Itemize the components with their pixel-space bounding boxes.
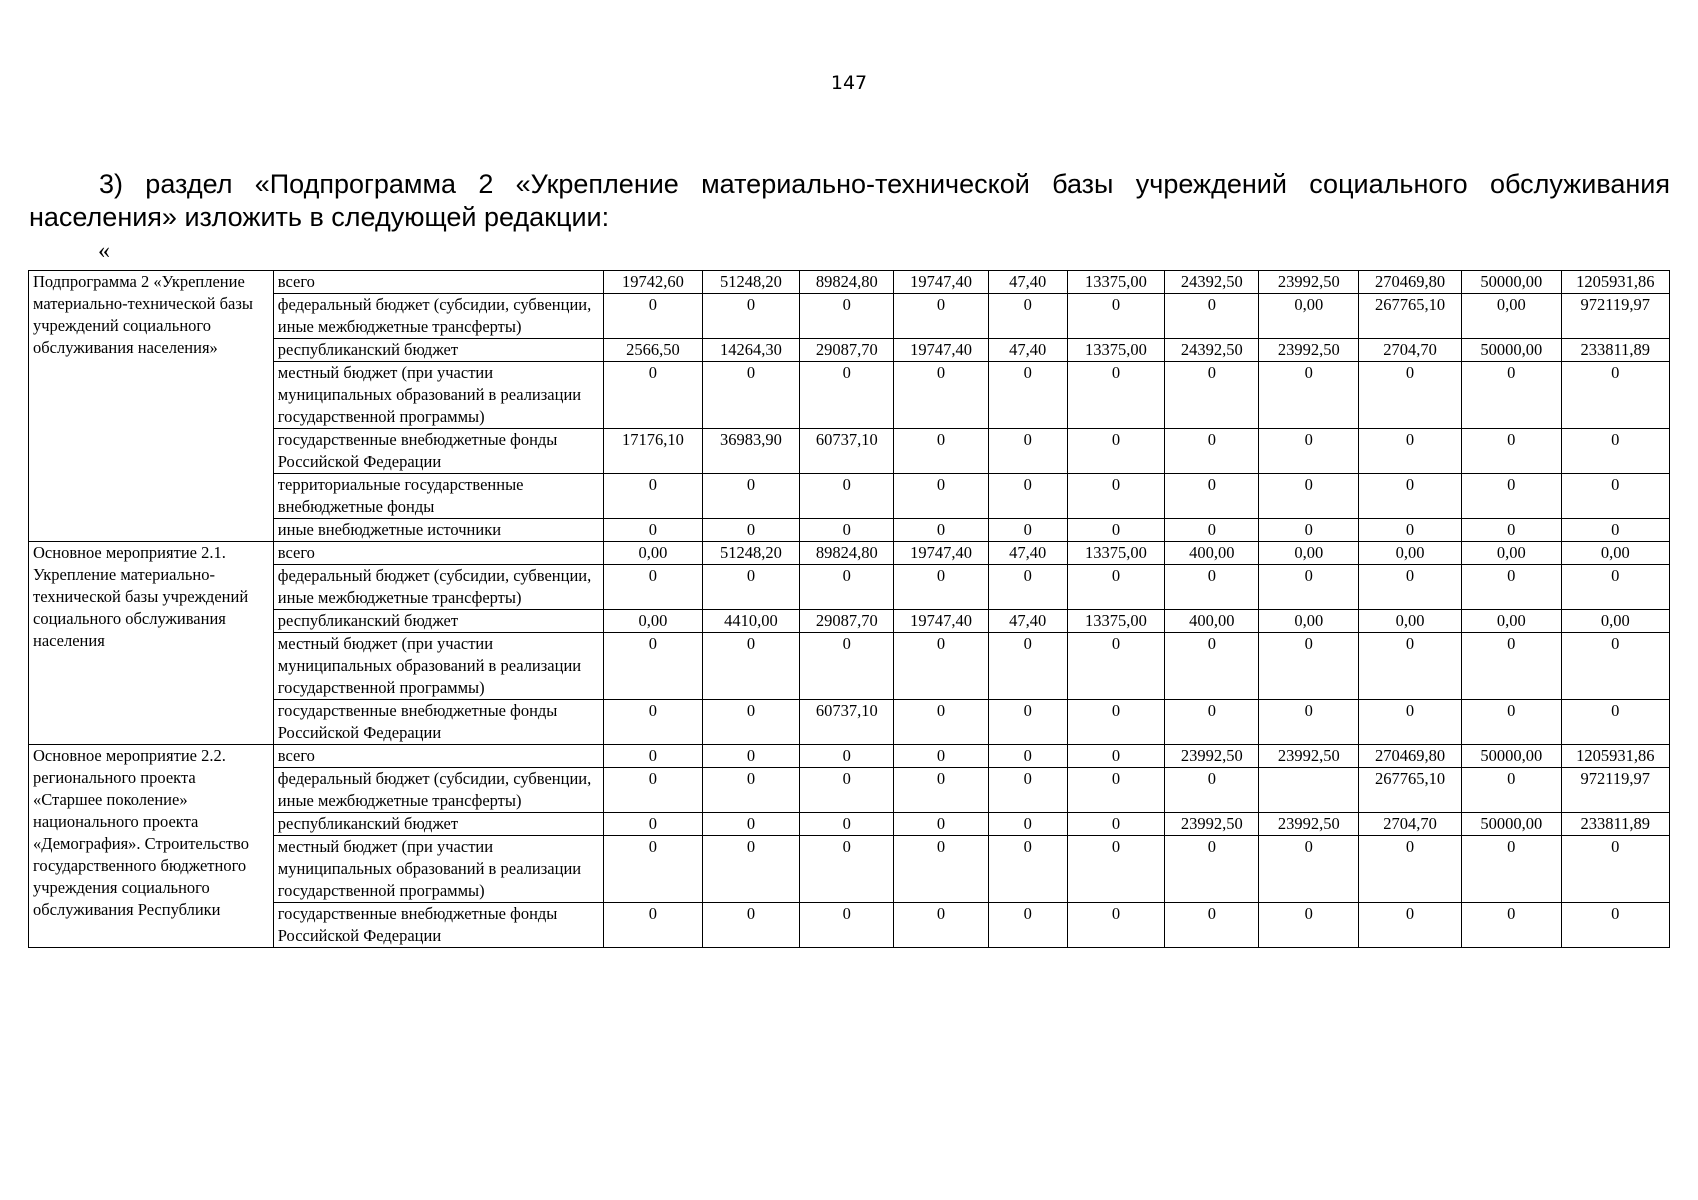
amount-cell: 270469,80 [1359, 271, 1462, 294]
amount-cell: 0 [800, 903, 894, 948]
amount-cell: 47,40 [988, 271, 1067, 294]
amount-cell: 0 [1067, 700, 1164, 745]
funding-source-cell: государственные внебюджетные фонды Российской Федерации [273, 429, 603, 474]
funding-source-cell: республиканский бюджет [273, 610, 603, 633]
amount-cell: 0 [988, 745, 1067, 768]
amount-cell: 0 [1067, 519, 1164, 542]
amount-cell: 0,00 [1461, 542, 1561, 565]
amount-cell: 0 [800, 633, 894, 700]
amount-cell: 0 [1259, 565, 1359, 610]
amount-cell: 0 [1561, 700, 1669, 745]
funding-source-cell: федеральный бюджет (субсидии, субвенции, иные межбюджетные трансферты) [273, 565, 603, 610]
amount-cell: 0 [604, 565, 703, 610]
table-row [29, 813, 1670, 836]
amount-cell: 24392,50 [1165, 271, 1259, 294]
amount-cell: 0,00 [1359, 610, 1462, 633]
amount-cell: 233811,89 [1561, 339, 1669, 362]
amount-cell: 2704,70 [1359, 339, 1462, 362]
table-row [29, 429, 1670, 474]
amount-cell: 2566,50 [604, 339, 703, 362]
amount-cell: 13375,00 [1067, 542, 1164, 565]
amount-cell: 19747,40 [894, 610, 988, 633]
amount-cell: 23992,50 [1165, 813, 1259, 836]
funding-source-cell: федеральный бюджет (субсидии, субвенции, иные межбюджетные трансферты) [273, 768, 603, 813]
funding-source-cell: федеральный бюджет (субсидии, субвенции, иные межбюджетные трансферты) [273, 294, 603, 339]
amount-cell: 17176,10 [604, 429, 703, 474]
amount-cell: 0 [1359, 700, 1462, 745]
amount-cell: 0,00 [604, 542, 703, 565]
amount-cell: 0 [604, 903, 703, 948]
funding-table [28, 270, 1670, 948]
amount-cell: 0 [1165, 700, 1259, 745]
amount-cell: 233811,89 [1561, 813, 1669, 836]
amount-cell: 0 [604, 294, 703, 339]
amount-cell: 0 [1259, 519, 1359, 542]
amount-cell: 47,40 [988, 339, 1067, 362]
intro-text: 3) раздел «Подпрограмма 2 «Укрепление материально-технической базы учреждений социального обслуживания населения» изложить в следующей редакции: [29, 169, 1670, 232]
amount-cell: 0,00 [1259, 542, 1359, 565]
amount-cell: 0 [800, 294, 894, 339]
amount-cell: 0 [988, 768, 1067, 813]
amount-cell: 0 [1461, 519, 1561, 542]
amount-cell: 0 [1165, 429, 1259, 474]
amount-cell: 0,00 [604, 610, 703, 633]
amount-cell: 0 [604, 474, 703, 519]
amount-cell: 0,00 [1561, 610, 1669, 633]
amount-cell: 0 [894, 519, 988, 542]
amount-cell: 0 [800, 362, 894, 429]
amount-cell: 1205931,86 [1561, 745, 1669, 768]
amount-cell: 0 [988, 903, 1067, 948]
amount-cell: 60737,10 [800, 429, 894, 474]
amount-cell: 0 [800, 768, 894, 813]
amount-cell: 0,00 [1561, 542, 1669, 565]
amount-cell: 51248,20 [702, 271, 799, 294]
table-row [29, 339, 1670, 362]
amount-cell: 4410,00 [702, 610, 799, 633]
amount-cell: 0 [800, 519, 894, 542]
amount-cell: 23992,50 [1259, 745, 1359, 768]
amount-cell: 0 [1461, 429, 1561, 474]
amount-cell: 0 [1461, 903, 1561, 948]
program-name-cell: Основное мероприятие 2.1. Укрепление материально-технической базы учреждений социального обслуживания населения [29, 542, 274, 745]
amount-cell: 0 [702, 700, 799, 745]
amount-cell: 0 [1259, 700, 1359, 745]
amount-cell: 0 [1165, 474, 1259, 519]
amount-cell: 0 [800, 836, 894, 903]
amount-cell: 0 [894, 474, 988, 519]
amount-cell: 0 [1359, 633, 1462, 700]
amount-cell: 400,00 [1165, 542, 1259, 565]
amount-cell: 0 [894, 362, 988, 429]
table-row [29, 903, 1670, 948]
amount-cell: 0 [1461, 768, 1561, 813]
amount-cell: 0 [604, 813, 703, 836]
table-row [29, 271, 1670, 294]
amount-cell: 0 [988, 633, 1067, 700]
amount-cell: 0 [702, 903, 799, 948]
amount-cell: 0 [604, 768, 703, 813]
amount-cell: 0 [988, 813, 1067, 836]
program-name-cell: Подпрограмма 2 «Укрепление материально-технической базы учреждений социального обслуживания населения» [29, 271, 274, 542]
amount-cell: 0 [1461, 565, 1561, 610]
amount-cell: 0 [800, 813, 894, 836]
funding-source-cell: всего [273, 745, 603, 768]
amount-cell: 19747,40 [894, 542, 988, 565]
amount-cell: 0 [988, 474, 1067, 519]
amount-cell: 267765,10 [1359, 768, 1462, 813]
amount-cell: 0 [702, 633, 799, 700]
amount-cell: 23992,50 [1259, 339, 1359, 362]
amount-cell: 0 [894, 836, 988, 903]
amount-cell: 0 [702, 519, 799, 542]
amount-cell: 24392,50 [1165, 339, 1259, 362]
amount-cell: 13375,00 [1067, 339, 1164, 362]
amount-cell: 36983,90 [702, 429, 799, 474]
amount-cell: 0 [894, 768, 988, 813]
amount-cell: 0 [1461, 836, 1561, 903]
table-row [29, 474, 1670, 519]
amount-cell: 972119,97 [1561, 768, 1669, 813]
amount-cell: 267765,10 [1359, 294, 1462, 339]
amount-cell: 0 [1259, 633, 1359, 700]
amount-cell: 0 [1259, 903, 1359, 948]
amount-cell: 0 [1461, 362, 1561, 429]
amount-cell: 14264,30 [702, 339, 799, 362]
table-row [29, 542, 1670, 565]
amount-cell: 0 [1461, 700, 1561, 745]
table-row [29, 700, 1670, 745]
amount-cell: 0 [1165, 768, 1259, 813]
amount-cell: 0 [988, 294, 1067, 339]
table-row [29, 565, 1670, 610]
amount-cell: 0 [1067, 903, 1164, 948]
funding-source-cell: всего [273, 542, 603, 565]
amount-cell: 89824,80 [800, 542, 894, 565]
funding-source-cell: республиканский бюджет [273, 339, 603, 362]
amount-cell: 0 [1461, 633, 1561, 700]
amount-cell: 0 [702, 294, 799, 339]
opening-quote-mark: « [98, 238, 110, 264]
funding-source-cell: территориальные государственные внебюджетные фонды [273, 474, 603, 519]
amount-cell: 50000,00 [1461, 813, 1561, 836]
amount-cell: 0 [894, 429, 988, 474]
amount-cell: 0 [1359, 519, 1462, 542]
amount-cell: 0 [604, 836, 703, 903]
funding-source-cell: государственные внебюджетные фонды Российской Федерации [273, 700, 603, 745]
table-row [29, 768, 1670, 813]
amount-cell: 0 [1561, 474, 1669, 519]
amount-cell: 0 [702, 474, 799, 519]
amount-cell: 0 [1067, 836, 1164, 903]
amount-cell: 0 [1359, 474, 1462, 519]
amount-cell: 0 [604, 362, 703, 429]
amount-cell: 0 [1259, 429, 1359, 474]
table-row [29, 362, 1670, 429]
amount-cell: 0 [894, 700, 988, 745]
amount-cell: 0 [1067, 565, 1164, 610]
table-row [29, 745, 1670, 768]
amount-cell: 0 [604, 700, 703, 745]
amount-cell: 0 [702, 362, 799, 429]
amount-cell: 23992,50 [1259, 271, 1359, 294]
amount-cell: 0 [1165, 836, 1259, 903]
amount-cell: 0 [1165, 903, 1259, 948]
amount-cell: 0 [1067, 813, 1164, 836]
funding-source-cell: местный бюджет (при участии муниципальных образований в реализации государственной программы) [273, 633, 603, 700]
amount-cell: 23992,50 [1165, 745, 1259, 768]
amount-cell: 0 [988, 565, 1067, 610]
amount-cell: 972119,97 [1561, 294, 1669, 339]
amount-cell: 29087,70 [800, 610, 894, 633]
amount-cell: 0 [894, 813, 988, 836]
amount-cell: 0 [1067, 768, 1164, 813]
funding-source-cell: республиканский бюджет [273, 813, 603, 836]
funding-source-cell: иные внебюджетные источники [273, 519, 603, 542]
amount-cell: 60737,10 [800, 700, 894, 745]
amount-cell: 0 [988, 519, 1067, 542]
amount-cell [1259, 768, 1359, 813]
amount-cell: 0 [800, 745, 894, 768]
amount-cell: 13375,00 [1067, 610, 1164, 633]
amount-cell: 0 [1165, 633, 1259, 700]
amount-cell: 0 [800, 474, 894, 519]
table-row [29, 610, 1670, 633]
amount-cell: 0 [1561, 836, 1669, 903]
amount-cell: 0 [1067, 633, 1164, 700]
amount-cell: 19747,40 [894, 339, 988, 362]
amount-cell: 0 [894, 294, 988, 339]
amount-cell: 0 [1259, 362, 1359, 429]
amount-cell: 0 [1259, 474, 1359, 519]
amount-cell: 0,00 [1359, 542, 1462, 565]
amount-cell: 0 [988, 836, 1067, 903]
amount-cell: 0 [1165, 565, 1259, 610]
amount-cell: 0 [702, 813, 799, 836]
amount-cell: 0 [1067, 474, 1164, 519]
amount-cell: 0 [1359, 429, 1462, 474]
amount-cell: 50000,00 [1461, 339, 1561, 362]
amount-cell: 0 [988, 362, 1067, 429]
amount-cell: 0,00 [1461, 294, 1561, 339]
amount-cell: 0 [1561, 362, 1669, 429]
funding-source-cell: местный бюджет (при участии муниципальных образований в реализации государственной программы) [273, 362, 603, 429]
amount-cell: 0 [702, 768, 799, 813]
amount-cell: 47,40 [988, 610, 1067, 633]
amount-cell: 2704,70 [1359, 813, 1462, 836]
amount-cell: 0 [1165, 519, 1259, 542]
table-row [29, 519, 1670, 542]
amount-cell: 270469,80 [1359, 745, 1462, 768]
amount-cell: 0,00 [1259, 610, 1359, 633]
amount-cell: 19742,60 [604, 271, 703, 294]
amount-cell: 0 [1359, 362, 1462, 429]
table-row [29, 836, 1670, 903]
amount-cell: 0 [1259, 836, 1359, 903]
amount-cell: 0 [1165, 362, 1259, 429]
amount-cell: 89824,80 [800, 271, 894, 294]
amount-cell: 19747,40 [894, 271, 988, 294]
amount-cell: 29087,70 [800, 339, 894, 362]
amount-cell: 0 [1067, 362, 1164, 429]
amount-cell: 47,40 [988, 542, 1067, 565]
amount-cell: 50000,00 [1461, 745, 1561, 768]
amount-cell: 0 [604, 745, 703, 768]
amount-cell: 0 [1067, 294, 1164, 339]
amount-cell: 0 [1561, 633, 1669, 700]
amount-cell: 0 [1067, 745, 1164, 768]
amount-cell: 0 [1561, 903, 1669, 948]
amount-cell: 0 [1561, 519, 1669, 542]
amount-cell: 0 [604, 633, 703, 700]
amount-cell: 0 [1067, 429, 1164, 474]
intro-paragraph [29, 168, 1670, 234]
amount-cell: 0 [1561, 429, 1669, 474]
amount-cell: 0 [702, 565, 799, 610]
amount-cell: 13375,00 [1067, 271, 1164, 294]
amount-cell: 0 [894, 565, 988, 610]
amount-cell: 0 [988, 429, 1067, 474]
funding-source-cell: всего [273, 271, 603, 294]
amount-cell: 0 [988, 700, 1067, 745]
funding-source-cell: государственные внебюджетные фонды Российской Федерации [273, 903, 603, 948]
table-row [29, 294, 1670, 339]
amount-cell: 0 [1561, 565, 1669, 610]
amount-cell: 50000,00 [1461, 271, 1561, 294]
program-name-cell: Основное мероприятие 2.2. регионального проекта «Старшее поколение» национального проекта «Демография». Строительство государственного бюджетного учреждения социального обслуживания Республики [29, 745, 274, 948]
amount-cell: 0 [894, 633, 988, 700]
amount-cell: 51248,20 [702, 542, 799, 565]
amount-cell: 0,00 [1259, 294, 1359, 339]
amount-cell: 0 [1359, 565, 1462, 610]
amount-cell: 0 [894, 903, 988, 948]
table-row [29, 633, 1670, 700]
amount-cell: 23992,50 [1259, 813, 1359, 836]
amount-cell: 0 [604, 519, 703, 542]
amount-cell: 0 [702, 836, 799, 903]
amount-cell: 0 [1461, 474, 1561, 519]
amount-cell: 0 [894, 745, 988, 768]
funding-source-cell: местный бюджет (при участии муниципальных образований в реализации государственной программы) [273, 836, 603, 903]
amount-cell: 0 [702, 745, 799, 768]
amount-cell: 1205931,86 [1561, 271, 1669, 294]
amount-cell: 400,00 [1165, 610, 1259, 633]
amount-cell: 0 [1359, 903, 1462, 948]
amount-cell: 0 [800, 565, 894, 610]
amount-cell: 0,00 [1461, 610, 1561, 633]
page-number: 147 [830, 72, 868, 94]
amount-cell: 0 [1359, 836, 1462, 903]
amount-cell: 0 [1165, 294, 1259, 339]
